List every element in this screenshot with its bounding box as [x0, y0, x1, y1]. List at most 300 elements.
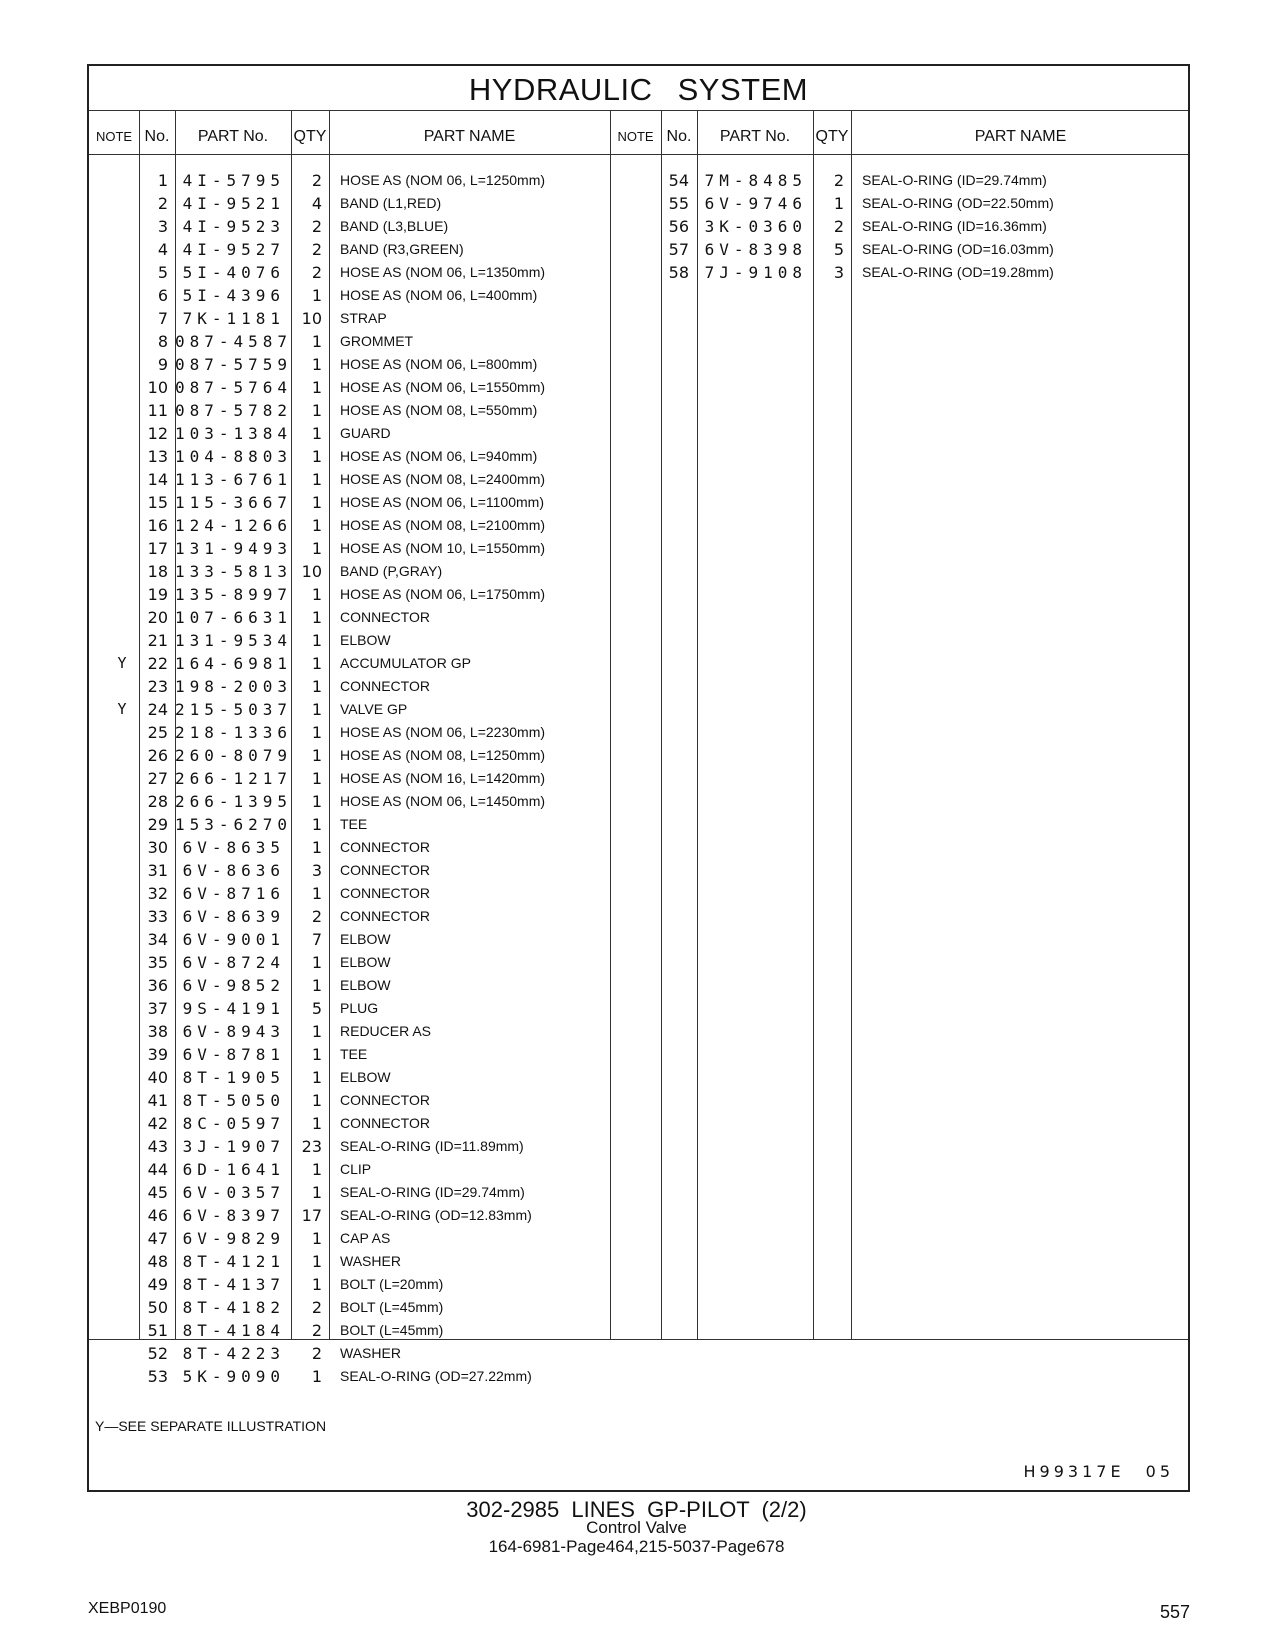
quantity-cell: 1 [833, 194, 844, 213]
header-no: No. [144, 128, 170, 145]
part-number-cell: 9S-4191 [182, 999, 285, 1018]
part-number-cell: 087-5764 [175, 378, 293, 397]
part-number-cell: 5K-9090 [182, 1367, 285, 1386]
note-cell [107, 1135, 137, 1158]
part-number-cell: 131-9534 [175, 631, 293, 650]
part-name-cell: SEAL-O-RING (OD=12.83mm) [340, 1207, 532, 1223]
quantity-cell: 1 [311, 1252, 322, 1271]
quantity-cell: 1 [311, 1091, 322, 1110]
part-number-cell: 115-3667 [175, 493, 293, 512]
part-name-cell: SEAL-O-RING (ID=16.36mm) [862, 218, 1047, 234]
item-number-cell: 4 [157, 240, 168, 259]
note-cell [107, 307, 137, 330]
quantity-cell: 1 [311, 424, 322, 443]
part-number-cell: 8T-4121 [182, 1252, 285, 1271]
part-name-cell: HOSE AS (NOM 06, L=1550mm) [340, 379, 546, 395]
part-number-cell: 6V-8943 [182, 1022, 285, 1041]
part-number-cell: 8T-5050 [182, 1091, 285, 1110]
item-number-cell: 24 [147, 700, 168, 719]
quantity-cell: 1 [311, 355, 322, 374]
quantity-cell: 1 [311, 493, 322, 512]
note-cell [107, 560, 137, 583]
part-name-cell: SEAL-O-RING (ID=29.74mm) [862, 172, 1047, 188]
part-number-cell: 8T-1905 [182, 1068, 285, 1087]
quantity-cell: 1 [311, 1275, 322, 1294]
note-cell [107, 468, 137, 491]
item-number-cell: 46 [147, 1206, 168, 1225]
item-number-cell: 6 [157, 286, 168, 305]
part-number-cell: 164-6981 [175, 654, 293, 673]
note-cell [107, 1020, 137, 1043]
quantity-cell: 1 [311, 1114, 322, 1133]
part-number-cell: 6V-9829 [182, 1229, 285, 1248]
item-number-cell: 11 [147, 401, 168, 420]
part-number-column [697, 169, 807, 284]
item-number-cell: 37 [147, 999, 168, 1018]
note-cell [107, 192, 137, 215]
part-number-cell: 5I-4396 [182, 286, 285, 305]
part-name-cell: HOSE AS (NOM 06, L=2230mm) [340, 724, 546, 740]
quantity-cell: 1 [311, 585, 322, 604]
note-cell [107, 767, 137, 790]
note-cell [107, 1204, 137, 1227]
item-number-cell: 3 [157, 217, 168, 236]
part-number-cell: 8T-4137 [182, 1275, 285, 1294]
item-number-cell: 2 [157, 194, 168, 213]
item-number-cell: 58 [668, 263, 689, 282]
quantity-cell: 1 [311, 1068, 322, 1087]
item-number-cell: 30 [147, 838, 168, 857]
note-cell [107, 606, 137, 629]
part-name-cell: GROMMET [340, 333, 414, 349]
part-number-cell: 3K-0360 [704, 217, 807, 236]
part-name-cell: SEAL-O-RING (ID=29.74mm) [340, 1184, 525, 1200]
note-cell [107, 997, 137, 1020]
column-divider [813, 110, 814, 1339]
part-number-cell: 8C-0597 [182, 1114, 285, 1133]
quantity-cell: 1 [311, 1160, 322, 1179]
divider [89, 110, 1188, 111]
part-name-cell: CLIP [340, 1161, 372, 1177]
part-number-cell: 087-4587 [175, 332, 293, 351]
part-number-cell: 6D-1641 [182, 1160, 285, 1179]
part-number-cell: 113-6761 [175, 470, 293, 489]
part-name-cell: ELBOW [340, 931, 391, 947]
part-number-cell: 6V-8724 [182, 953, 285, 972]
caption-references: 164-6981-Page464,215-5037-Page678 [488, 1537, 785, 1556]
note-cell [107, 537, 137, 560]
quantity-cell: 1 [311, 608, 322, 627]
part-name-column [340, 169, 606, 1388]
item-number-cell: 7 [157, 309, 168, 328]
item-number-cell: 55 [668, 194, 689, 213]
part-name-cell: CONNECTOR [340, 839, 430, 855]
part-number-cell: 6V-0357 [182, 1183, 285, 1202]
item-number-cell: 50 [147, 1298, 168, 1317]
part-number-cell: 6V-8397 [182, 1206, 285, 1225]
quantity-cell: 1 [311, 953, 322, 972]
caption-title: 302-2985 LINES GP-PILOT (2/2) [466, 1497, 807, 1522]
quantity-cell: 1 [311, 401, 322, 420]
item-number-cell: 19 [147, 585, 168, 604]
part-number-cell: 135-8997 [175, 585, 293, 604]
part-name-cell: SEAL-O-RING (OD=16.03mm) [862, 241, 1054, 257]
part-number-cell: 6V-8635 [182, 838, 285, 857]
item-number-column [661, 169, 689, 284]
part-name-cell: CONNECTOR [340, 908, 430, 924]
part-number-cell: 198-2003 [175, 677, 293, 696]
part-name-cell: ACCUMULATOR GP [340, 655, 471, 671]
quantity-cell: 1 [311, 654, 322, 673]
note-cell [107, 284, 137, 307]
item-number-cell: 8 [157, 332, 168, 351]
quantity-cell: 4 [311, 194, 322, 213]
part-name-cell: HOSE AS (NOM 08, L=2400mm) [340, 471, 546, 487]
part-number-cell: 6V-9852 [182, 976, 285, 995]
note-cell [107, 629, 137, 652]
header-qty: QTY [293, 128, 327, 145]
item-number-cell: 21 [147, 631, 168, 650]
item-number-cell: 48 [147, 1252, 168, 1271]
item-number-cell: 52 [147, 1344, 168, 1363]
quantity-cell: 1 [311, 1022, 322, 1041]
item-number-cell: 25 [147, 723, 168, 742]
part-name-cell: CONNECTOR [340, 678, 430, 694]
note-cell [107, 1227, 137, 1250]
note-cell [107, 744, 137, 767]
note-cell [107, 1365, 137, 1388]
page-title: HYDRAULIC SYSTEM [468, 72, 809, 107]
note-cell [107, 238, 137, 261]
item-number-cell: 38 [147, 1022, 168, 1041]
part-number-cell: 8T-4182 [182, 1298, 285, 1317]
column-divider [329, 110, 330, 1339]
note-column [107, 169, 137, 1388]
note-cell [107, 928, 137, 951]
quantity-cell: 1 [311, 447, 322, 466]
document-id: XEBP0190 [88, 1600, 167, 1617]
item-number-cell: 28 [147, 792, 168, 811]
part-name-cell: CONNECTOR [340, 1092, 430, 1108]
part-number-cell: 7M-8485 [704, 171, 807, 190]
note-cell [625, 169, 655, 192]
note-cell [625, 261, 655, 284]
part-name-cell: ELBOW [340, 954, 391, 970]
part-name-cell: HOSE AS (NOM 06, L=400mm) [340, 287, 538, 303]
note-cell [107, 1043, 137, 1066]
note-cell [107, 514, 137, 537]
item-number-cell: 26 [147, 746, 168, 765]
note-cell [107, 169, 137, 192]
quantity-cell: 1 [311, 378, 322, 397]
item-number-cell: 34 [147, 930, 168, 949]
item-number-cell: 5 [157, 263, 168, 282]
part-name-cell: HOSE AS (NOM 06, L=1450mm) [340, 793, 546, 809]
note-cell [107, 859, 137, 882]
header-qty: QTY [815, 128, 849, 145]
page-number: 557 [1159, 1602, 1190, 1622]
part-number-cell: 133-5813 [175, 562, 293, 581]
quantity-cell: 2 [311, 263, 322, 282]
note-column [625, 169, 655, 284]
note-cell [107, 721, 137, 744]
part-number-cell: 4I-9523 [182, 217, 285, 236]
note-cell [107, 1112, 137, 1135]
item-number-cell: 16 [147, 516, 168, 535]
column-divider [697, 110, 698, 1339]
item-number-cell: 53 [147, 1367, 168, 1386]
note-cell [107, 1158, 137, 1181]
quantity-cell: 1 [311, 723, 322, 742]
note-cell [107, 1319, 137, 1342]
quantity-cell: 1 [311, 332, 322, 351]
item-number-cell: 17 [147, 539, 168, 558]
part-name-cell: TEE [340, 816, 368, 832]
quantity-cell: 7 [311, 930, 322, 949]
quantity-cell: 3 [311, 861, 322, 880]
item-number-column [139, 169, 168, 1388]
item-number-cell: 20 [147, 608, 168, 627]
column-divider [661, 110, 662, 1339]
note-cell: Y [117, 700, 127, 718]
item-number-cell: 27 [147, 769, 168, 788]
item-number-cell: 40 [147, 1068, 168, 1087]
item-number-cell: 23 [147, 677, 168, 696]
quantity-cell: 10 [301, 562, 322, 581]
header-part-name: PART NAME [974, 128, 1067, 145]
note-cell [625, 215, 655, 238]
quantity-cell: 3 [833, 263, 844, 282]
header-note: NOTE [95, 129, 133, 144]
note-cell [107, 675, 137, 698]
part-number-cell: 6V-8398 [704, 240, 807, 259]
part-number-cell: 4I-9521 [182, 194, 285, 213]
footnote: Y—SEE SEPARATE ILLUSTRATION [95, 1418, 327, 1434]
header-part-no: PART No. [719, 128, 791, 145]
quantity-cell: 1 [311, 1367, 322, 1386]
part-name-cell: BOLT (L=45mm) [340, 1322, 444, 1338]
part-name-cell: CONNECTOR [340, 609, 430, 625]
part-number-cell: 6V-9001 [182, 930, 285, 949]
item-number-cell: 14 [147, 470, 168, 489]
note-cell [107, 376, 137, 399]
quantity-cell: 1 [311, 700, 322, 719]
item-number-cell: 56 [668, 217, 689, 236]
quantity-cell: 1 [311, 746, 322, 765]
item-number-cell: 33 [147, 907, 168, 926]
quantity-cell: 2 [311, 240, 322, 259]
part-name-cell: CAP AS [340, 1230, 391, 1246]
quantity-cell: 1 [311, 769, 322, 788]
quantity-cell: 23 [301, 1137, 322, 1156]
part-number-cell: 7K-1181 [182, 309, 285, 328]
quantity-cell: 2 [311, 1344, 322, 1363]
quantity-cell: 2 [311, 1321, 322, 1340]
part-number-cell: 218-1336 [175, 723, 293, 742]
note-cell [107, 790, 137, 813]
quantity-cell: 2 [833, 217, 844, 236]
item-number-cell: 13 [147, 447, 168, 466]
part-name-cell: ELBOW [340, 977, 391, 993]
quantity-cell: 1 [311, 1229, 322, 1248]
part-name-cell: CONNECTOR [340, 1115, 430, 1131]
note-cell [625, 238, 655, 261]
quantity-cell: 1 [311, 1183, 322, 1202]
item-number-cell: 43 [147, 1137, 168, 1156]
quantity-cell: 1 [311, 815, 322, 834]
part-number-cell: 103-1384 [175, 424, 293, 443]
drawing-code: H99317E 05 [1023, 1462, 1174, 1481]
part-name-cell: HOSE AS (NOM 06, L=1100mm) [340, 494, 544, 510]
item-number-cell: 49 [147, 1275, 168, 1294]
part-name-cell: HOSE AS (NOM 08, L=1250mm) [340, 747, 546, 763]
part-number-cell: 266-1217 [175, 769, 293, 788]
part-name-cell: BOLT (L=45mm) [340, 1299, 444, 1315]
note-cell [107, 1089, 137, 1112]
part-number-cell: 6V-8636 [182, 861, 285, 880]
part-name-cell: HOSE AS (NOM 06, L=1250mm) [340, 172, 546, 188]
note-cell [107, 951, 137, 974]
quantity-column [291, 169, 322, 1388]
part-name-column [862, 169, 1182, 284]
quantity-cell: 1 [311, 631, 322, 650]
item-number-cell: 44 [147, 1160, 168, 1179]
part-name-cell: HOSE AS (NOM 06, L=1350mm) [340, 264, 546, 280]
item-number-cell: 22 [147, 654, 168, 673]
part-number-cell: 5I-4076 [182, 263, 285, 282]
header-note: NOTE [617, 129, 654, 144]
part-name-cell: SEAL-O-RING (OD=22.50mm) [862, 195, 1054, 211]
quantity-cell: 1 [311, 792, 322, 811]
part-number-cell: 107-6631 [175, 608, 293, 627]
item-number-cell: 18 [147, 562, 168, 581]
part-name-cell: BAND (R3,GREEN) [340, 241, 464, 257]
item-number-cell: 36 [147, 976, 168, 995]
part-name-cell: VALVE GP [340, 701, 408, 717]
part-name-cell: GUARD [340, 425, 391, 441]
note-cell [107, 813, 137, 836]
part-name-cell: HOSE AS (NOM 06, L=1750mm) [340, 586, 546, 602]
part-name-cell: HOSE AS (NOM 08, L=2100mm) [340, 517, 546, 533]
item-number-cell: 29 [147, 815, 168, 834]
part-number-cell: 3J-1907 [182, 1137, 285, 1156]
part-name-cell: SEAL-O-RING (OD=27.22mm) [340, 1368, 532, 1384]
item-number-cell: 10 [147, 378, 168, 397]
part-name-cell: TEE [340, 1046, 368, 1062]
note-cell [107, 445, 137, 468]
part-number-cell: 131-9493 [175, 539, 293, 558]
part-number-cell: 7J-9108 [704, 263, 807, 282]
part-number-cell: 6V-8716 [182, 884, 285, 903]
quantity-cell: 1 [311, 838, 322, 857]
part-number-cell: 8T-4223 [182, 1344, 285, 1363]
part-name-cell: SEAL-O-RING (ID=11.89mm) [340, 1138, 524, 1154]
quantity-cell: 2 [311, 217, 322, 236]
part-name-cell: WASHER [340, 1253, 401, 1269]
item-number-cell: 39 [147, 1045, 168, 1064]
header-no: No. [666, 128, 692, 145]
note-cell [107, 1296, 137, 1319]
note-cell [107, 836, 137, 859]
note-cell [107, 491, 137, 514]
part-name-cell: BAND (L1,RED) [340, 195, 442, 211]
quantity-cell: 5 [833, 240, 844, 259]
part-name-cell: CONNECTOR [340, 862, 430, 878]
item-number-cell: 51 [147, 1321, 168, 1340]
item-number-cell: 9 [157, 355, 168, 374]
item-number-cell: 47 [147, 1229, 168, 1248]
note-cell [107, 399, 137, 422]
part-name-cell: ELBOW [340, 632, 391, 648]
item-number-cell: 57 [668, 240, 689, 259]
note-cell: Y [117, 654, 127, 672]
header-part-name: PART NAME [423, 128, 516, 145]
note-cell [107, 1250, 137, 1273]
item-number-cell: 32 [147, 884, 168, 903]
part-number-cell: 6V-8781 [182, 1045, 285, 1064]
part-number-cell: 4I-9527 [182, 240, 285, 259]
part-name-cell: HOSE AS (NOM 16, L=1420mm) [340, 770, 546, 786]
note-cell [107, 1066, 137, 1089]
part-name-cell: BAND (L3,BLUE) [340, 218, 449, 234]
part-name-cell: HOSE AS (NOM 08, L=550mm) [340, 402, 538, 418]
part-name-cell: BOLT (L=20mm) [340, 1276, 444, 1292]
quantity-cell: 17 [301, 1206, 322, 1225]
part-number-cell: 6V-8639 [182, 907, 285, 926]
part-name-cell: REDUCER AS [340, 1023, 432, 1039]
note-cell [107, 905, 137, 928]
quantity-cell: 1 [311, 470, 322, 489]
note-cell [107, 422, 137, 445]
part-name-cell: BAND (P,GRAY) [340, 563, 443, 579]
part-number-cell: 153-6270 [175, 815, 293, 834]
item-number-cell: 1 [157, 171, 168, 190]
part-name-cell: HOSE AS (NOM 10, L=1550mm) [340, 540, 546, 556]
part-number-cell: 087-5759 [175, 355, 293, 374]
note-cell [107, 353, 137, 376]
quantity-cell: 2 [311, 171, 322, 190]
part-number-cell: 087-5782 [175, 401, 293, 420]
part-name-cell: WASHER [340, 1345, 401, 1361]
quantity-cell: 2 [311, 907, 322, 926]
part-number-cell: 104-8803 [175, 447, 293, 466]
quantity-cell: 1 [311, 286, 322, 305]
part-name-cell: HOSE AS (NOM 06, L=940mm) [340, 448, 538, 464]
column-divider [610, 110, 611, 1339]
part-number-column [175, 169, 293, 1388]
quantity-cell: 10 [301, 309, 322, 328]
note-cell [625, 192, 655, 215]
quantity-cell: 1 [311, 1045, 322, 1064]
part-name-cell: STRAP [340, 310, 387, 326]
caption-subtitle: Control Valve [586, 1518, 687, 1537]
part-number-cell: 266-1395 [175, 792, 293, 811]
part-name-cell: SEAL-O-RING (OD=19.28mm) [862, 264, 1054, 280]
quantity-cell: 1 [311, 677, 322, 696]
part-number-cell: 6V-9746 [704, 194, 807, 213]
quantity-cell: 2 [311, 1298, 322, 1317]
column-divider [851, 110, 852, 1339]
quantity-cell: 1 [311, 516, 322, 535]
item-number-cell: 54 [668, 171, 689, 190]
part-name-cell: CONNECTOR [340, 885, 430, 901]
note-cell [107, 583, 137, 606]
part-number-cell: 124-1266 [175, 516, 293, 535]
note-cell [107, 215, 137, 238]
part-number-cell: 4I-5795 [182, 171, 285, 190]
parts-table-frame [87, 64, 1190, 1492]
part-name-cell: ELBOW [340, 1069, 391, 1085]
